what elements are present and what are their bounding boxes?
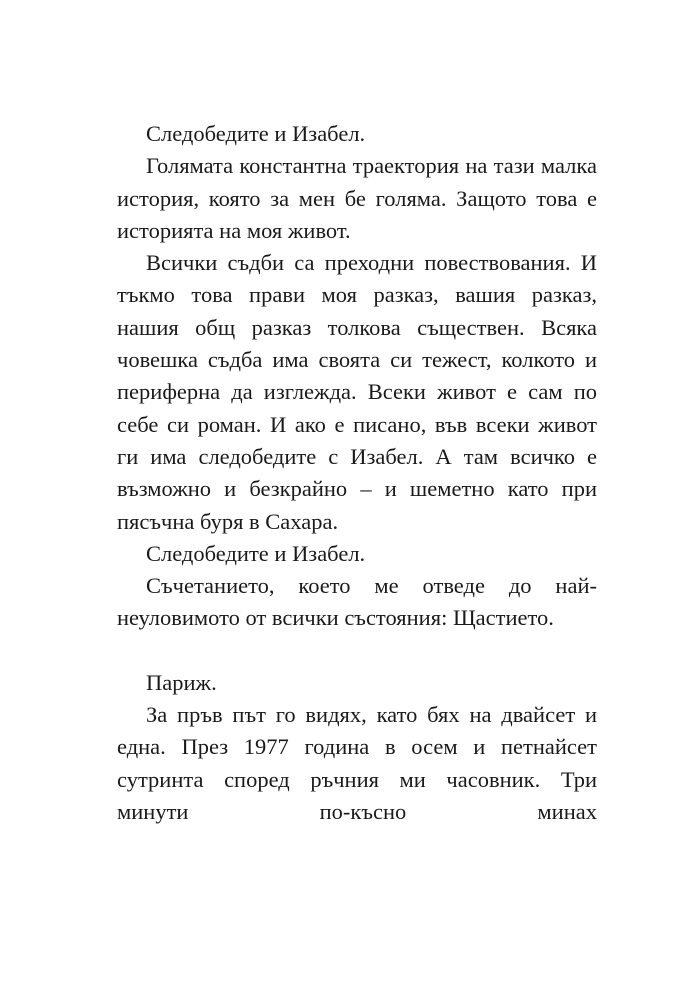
paragraph: Следобедите и Изабел. (146, 540, 366, 566)
page-text (117, 118, 597, 828)
paragraph: Следобедите и Изабел. (146, 121, 366, 146)
paragraph: Париж. (146, 669, 217, 695)
paragraph: Всички съдби са преходни повествования. И тъкмо това прави моя разказ, вашия разказ, нашия общ разказ толкова съществен. Всяка човешка съдба има своята си тежест, колкото и периферна да изглежда. Всеки живот е сам по себе си роман. И ако е писано, във всеки живот ги има следобедите с Изабел. А там всичко е възможно и безкрайно – и шеметно като при пясъчна буря в Сахара. (117, 250, 597, 534)
paragraph: За пръв път го видях, като бях на двайсет и една. През 1977 година в осем и петнайсет сутринта според ръчния ми часовник. Три минути по-късно минах (117, 702, 597, 824)
paragraph: Съчетанието, което ме отведе до най-неуловимото от всички състояния: Щастието. (117, 573, 597, 631)
section-break (117, 635, 597, 667)
paragraph: Голямата константна траектория на тази малка история, която за мен бе голяма. Защото това е историята на моя живот. (117, 153, 597, 243)
